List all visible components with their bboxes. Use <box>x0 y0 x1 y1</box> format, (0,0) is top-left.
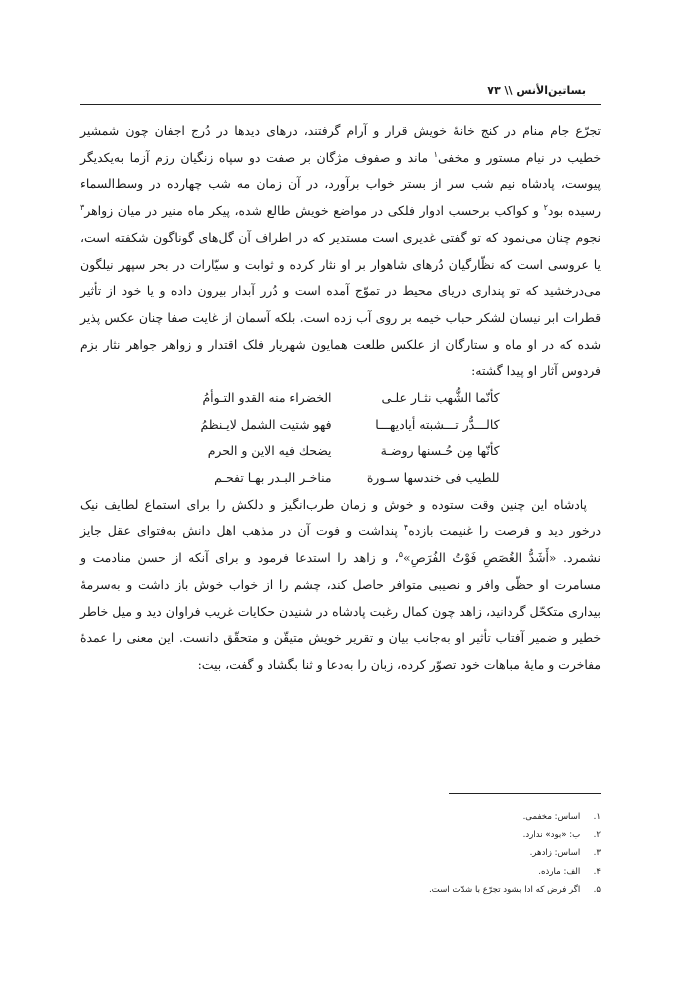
poem <box>80 385 601 492</box>
paragraph-1: تجرّع جام منام در کنج خانهٔ خویش قرار و آرام گرفتند، درهای دیدها در دُرج اجفان چون شمشیر خطیب در نیام مستور و مخفی$^۱$ ماند و صفوف مژگان بر صفت دو سپاه زنگیان رزم آزما به‌یکدیگر پیوست، پادشاه نیم شب سر از بستر خواب برآورد، در آن زمان مه شب چهارده در وسط‌السماء رسیده بود$^۲$ و کواکب برحسب ادوار فلکی در مواضع خویش طالع شده، پیکر ماه منیر در میان زواهر$^۳$ نجوم چنان می‌نمود که تو گفتی غدیری است مستدیر که در اطراف آن گل‌های گوناگون شکفته است، یا عروسی است که نظّارگیان دُرهای شاهوار بر او نثار کرده و ثوابت و سیّارات در بحر سپهر نیلگون می‌درخشید که تو پنداری دریای محیط در تموّج آمده است و دُرر آبدار بیرون داده و یا خود از تأثیر قطرات ابر نیسان لشکر حباب خیمه بر روی آب زده است. بلکه آسمان از غایت صفا چنان عکس پذیر شده که در او ماه و ستارگان از علکس طلعت همایون شهریار فلک اقتدار و زواهر جواهر نثار بزم فردوس آثار او پیدا گشته: <box>80 123 601 379</box>
running-head: بساتین‌الأنس \\ ۷۳ <box>487 84 586 97</box>
footnote-number: ۳. <box>593 848 601 859</box>
verse-hemistich-left: الخضراء منه القدو التـوأمُ <box>202 390 332 406</box>
verse-hemistich-right: كالـــدُّر تـــشبته أياديهـــا <box>375 416 500 432</box>
footnote-number: ۱. <box>593 812 601 822</box>
poem-verse <box>80 385 601 412</box>
footnote-text: ب: «بود» ندارد. <box>522 830 581 841</box>
footnote-ref-2: ۲ <box>543 202 548 212</box>
footnote-text: اساس: زادهر. <box>529 848 581 859</box>
poem-verse <box>80 465 601 492</box>
footnote <box>81 863 601 881</box>
footnote-number: ۴. <box>593 866 601 877</box>
footnote-text: اگر فرض که ادا بشود تجرّع با شدّت است. <box>428 884 581 895</box>
footnote-ref-4: ۴ <box>403 523 409 533</box>
footnote-number: ۵. <box>593 884 601 895</box>
footnote-text: الف: مارذه. <box>538 866 581 877</box>
poem-verse <box>80 438 601 465</box>
verse-hemistich-right: كأنّما الشُّهب نثـار علـى <box>381 390 500 406</box>
footnote-text: اساس: مخفمی. <box>522 812 581 822</box>
verse-hemistich-left: فهو شتيت الشمل لايـنظمُ <box>200 416 332 432</box>
footnote <box>81 826 601 844</box>
body-text <box>80 118 601 679</box>
verse-hemistich-left: يضحك فيه الاين و الحرم <box>207 443 332 459</box>
footnote-number: ۲. <box>593 830 601 841</box>
footnote-ref-3: ۳ <box>80 202 85 212</box>
footnote <box>81 844 601 862</box>
poem-verse <box>80 412 601 439</box>
footnote <box>81 881 601 899</box>
footnote-ref-1: ۱ <box>433 149 438 159</box>
paragraph-2: پادشاه این چنین وقت ستوده و خوش و زمان طرب‌انگیز و دلکش را برای استماع لطایف نیک درخور دید و فرصت را غنیمت بازده$^۴$ پنداشت و فوت آن در مذهب اهل دانش به‌فتوای عقل جایز نشمرد. «أَشَدُّ الغُصَصِ فَوْتُ الفُرَصِ»$^۵$، و زاهد را استدعا فرمود و برای آنکه از حسن منادمت و مسامرت او حظّی وافر و نصیبی متوافر حاصل کند، چشم را از خواب خوش باز داشت و به‌سرمهٔ بیداری متکحّل گردانید، زاهد چون کمال رغبت پادشاه در شنیدن حکایات غریب فراوان دید و میل خاطر خطیر و ضمیر آفتاب تأثیر او به‌جانب بیان و تقریر خویش متیقّن و متحقّق دانست. این معنی را عمدهٔ مفاخرت و مایهٔ مباهات خود تصوّر کرده، زبان را به‌دعا و ثنا بگشاد و گفت، بیت: <box>80 496 601 672</box>
verse-hemistich-left: مناخـر البـدر بهـا تفحـم <box>214 470 332 486</box>
verse-hemistich-right: كأنّها مِن حُـسنها روضـة <box>380 443 500 459</box>
footnote-ref-5: ۵ <box>398 550 403 560</box>
header-rule <box>80 104 601 105</box>
verse-hemistich-right: للطيب فى خندسها سـورة <box>366 470 500 486</box>
footnote-rule <box>449 793 601 794</box>
footnotes <box>81 808 601 899</box>
footnote <box>81 808 601 826</box>
